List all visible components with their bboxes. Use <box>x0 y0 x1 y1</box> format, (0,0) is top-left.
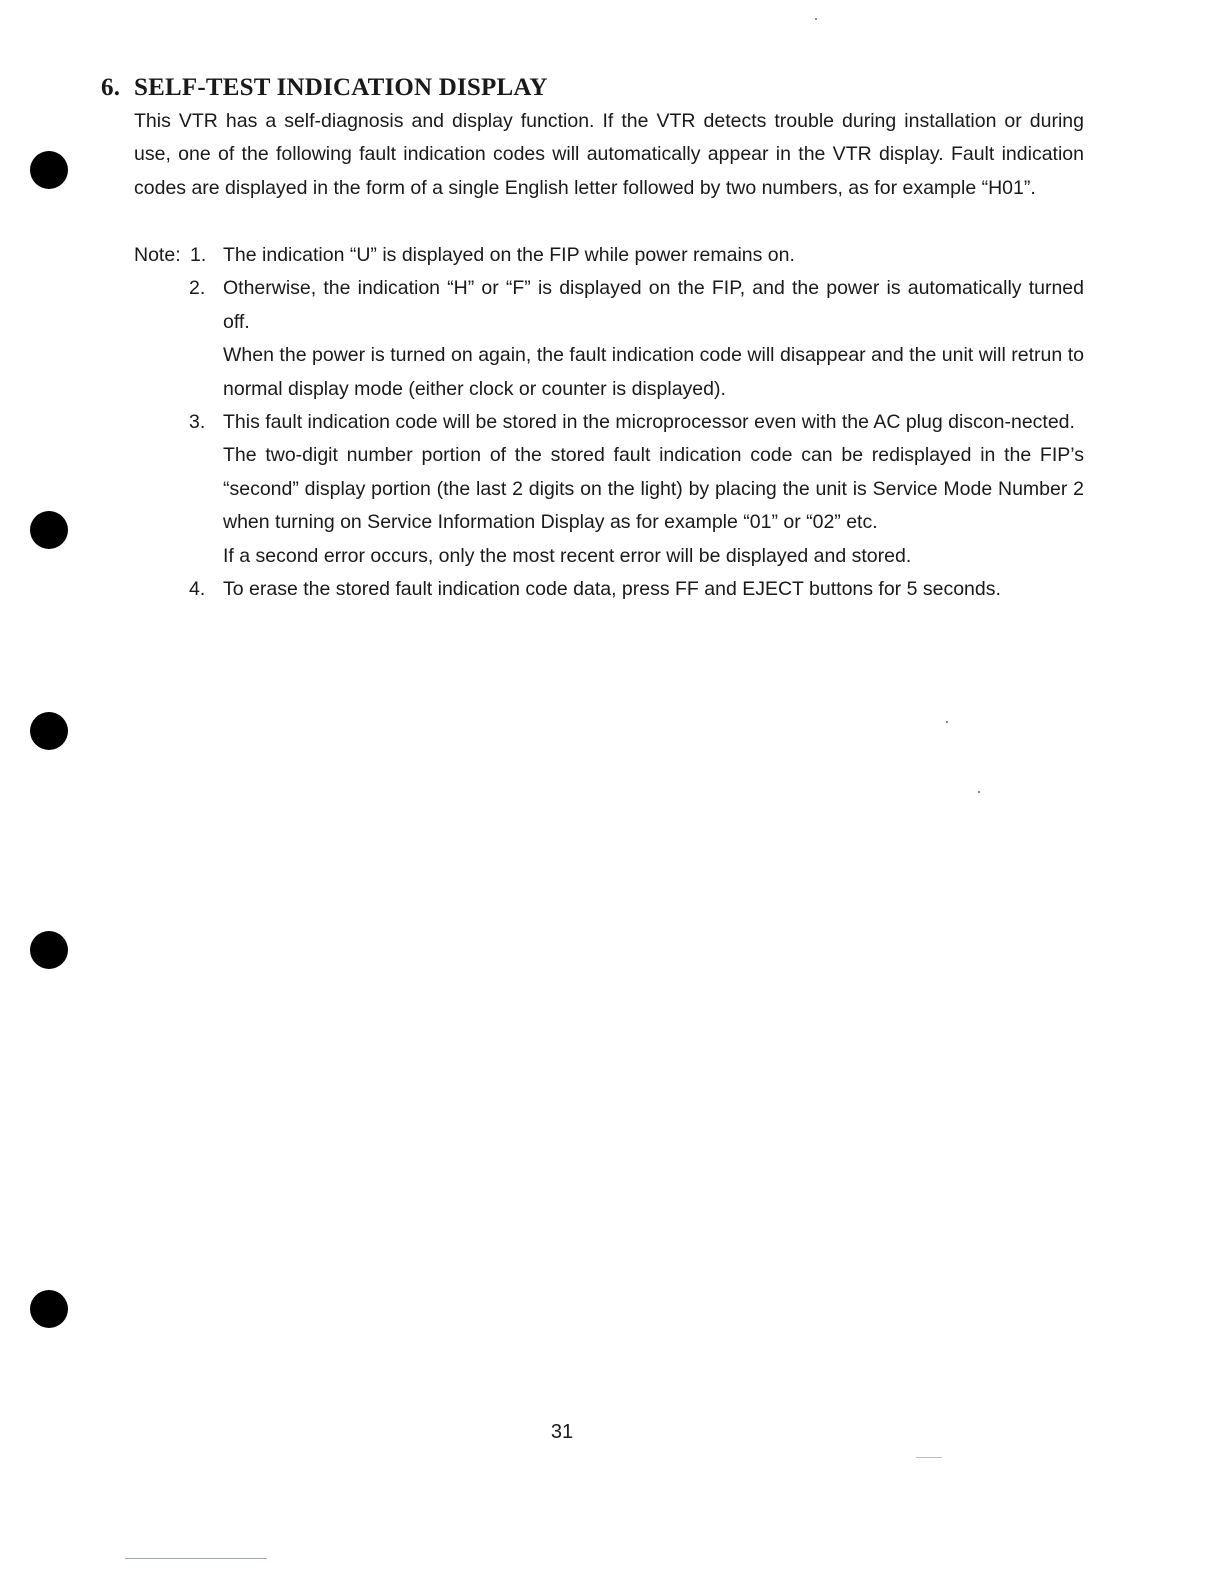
punch-hole-3 <box>30 712 68 750</box>
scan-speck <box>978 791 980 793</box>
note-body <box>223 272 1084 406</box>
note-paragraph: Otherwise, the indication “H” or “F” is displayed on the FIP, and the power is automatically turned off. <box>223 277 1084 333</box>
note-paragraph: The indication “U” is displayed on the FIP while power remains on. <box>223 244 795 266</box>
note-paragraph: The two-digit number portion of the stored fault indication code can be redisplayed in the FIP’s “second” display portion (the last 2 digits on the light) by placing the unit is Service Mode Number 2 when turning on Service Information Display as for example “01” or “02” etc. <box>223 444 1084 534</box>
scan-edge-line <box>125 1558 267 1559</box>
scan-speck <box>946 721 948 723</box>
note-item-4 <box>134 573 1084 606</box>
punch-hole-2 <box>30 511 68 549</box>
notes-list <box>134 239 1084 606</box>
note-number: 3. <box>189 411 206 434</box>
note-number: 4. <box>189 578 206 601</box>
section-number: 6. <box>101 74 121 101</box>
note-paragraph: This fault indication code will be stored in the microprocessor even with the AC plug discon-nected. <box>223 411 1075 434</box>
note-paragraph: When the power is turned on again, the fault indication code will disappear and the unit will retrun to normal display mode (either clock or counter is displayed). <box>223 344 1084 400</box>
note-number: 2. <box>189 277 206 300</box>
note-item-3 <box>134 406 1084 573</box>
page-number: 31 <box>550 1421 574 1443</box>
punch-hole-5 <box>30 1290 68 1328</box>
note-paragraph: To erase the stored fault indication code data, press FF and EJECT buttons for 5 seconds. <box>223 578 1001 601</box>
punch-hole-4 <box>30 931 68 969</box>
note-body <box>223 406 1084 573</box>
section-heading <box>101 72 548 104</box>
note-item-1 <box>134 239 1084 272</box>
scan-speck <box>815 18 817 20</box>
note-prefix: Note: <box>134 244 181 266</box>
note-number: 1. <box>190 244 207 266</box>
intro-paragraph: This VTR has a self-diagnosis and display function. If the VTR detects trouble during installation or during use, one of the following fault indication codes will automatically appear in the VTR display. Fault indication codes are displayed in the form of a single English letter followed by two numbers, as for example “H01”. <box>134 110 1084 199</box>
note-paragraph: If a second error occurs, only the most recent error will be displayed and stored. <box>223 544 912 567</box>
note-body <box>223 573 1084 606</box>
note-item-2 <box>134 272 1084 406</box>
punch-hole-1 <box>30 151 68 189</box>
note-body <box>223 239 1084 272</box>
footer-dash <box>916 1457 942 1458</box>
section-title: SELF-TEST INDICATION DISPLAY <box>134 74 548 101</box>
